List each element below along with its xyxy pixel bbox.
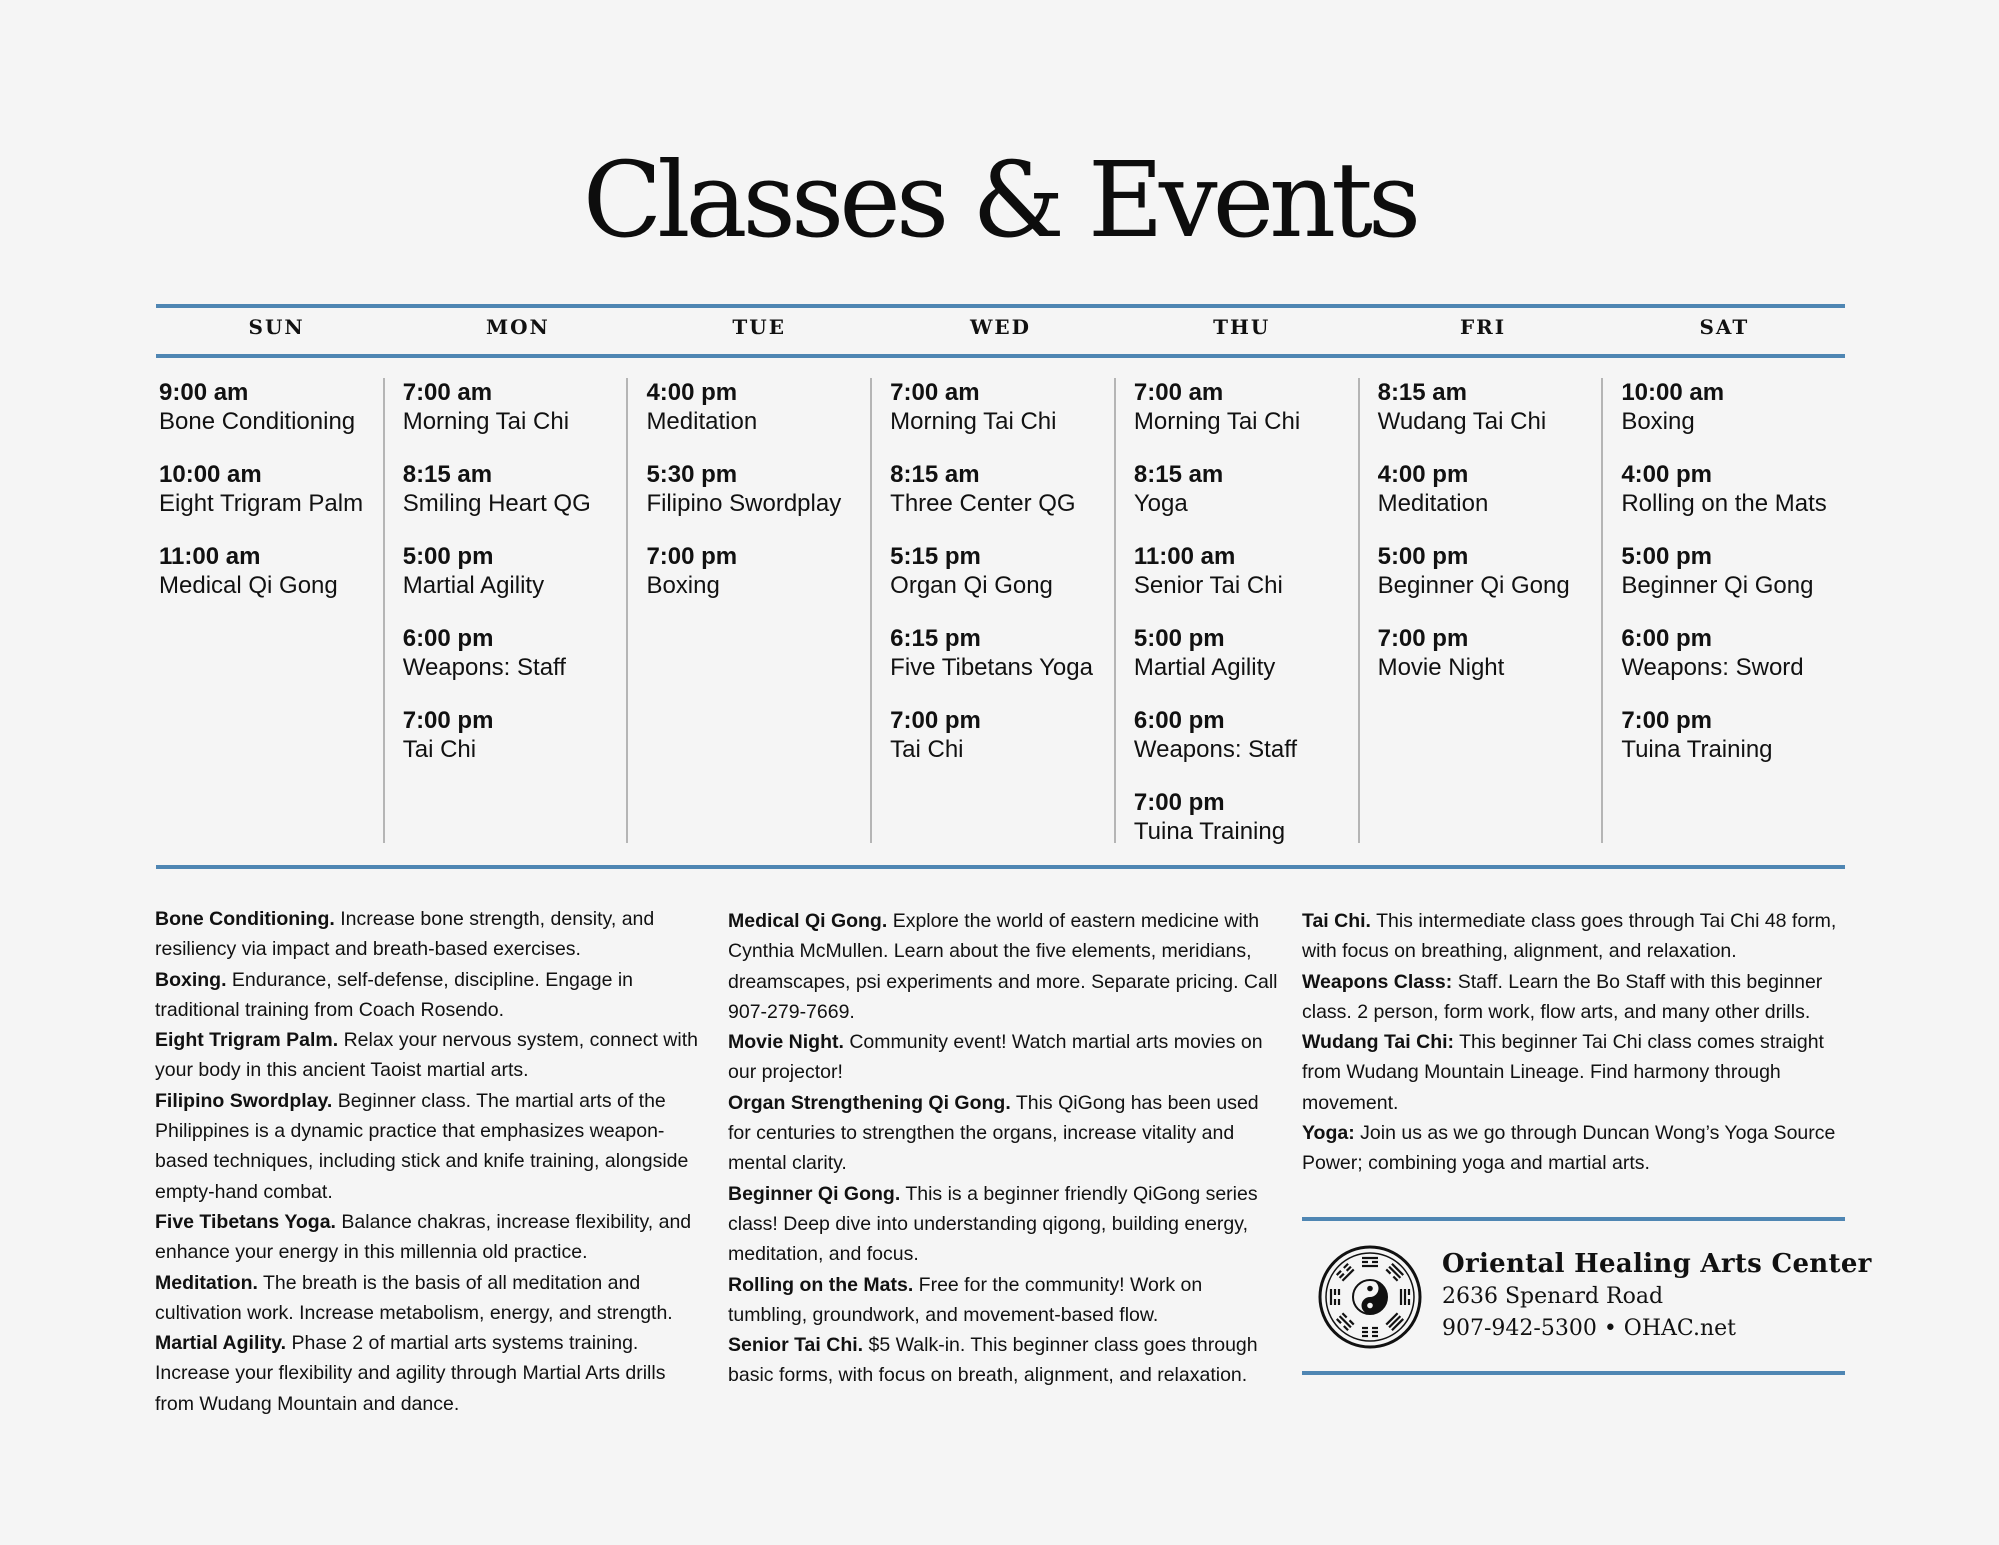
entry-time: 7:00 am <box>402 379 493 406</box>
weekday-header <box>156 315 1845 345</box>
schedule-entry <box>890 706 1114 764</box>
entry-class-name: Morning Tai Chi <box>402 408 570 435</box>
schedule-entry <box>1621 378 1845 436</box>
schedule-entry <box>1134 624 1358 682</box>
description-text: Increase bone strength, density, and resiliency via impact and breath-based exercises. <box>155 908 655 961</box>
description-text: Join us as we go through Duncan Wong’s Yoga Source Power; combining yoga and martial arts. <box>1302 1122 1836 1175</box>
entry-class-name: Meditation <box>1377 490 1489 517</box>
schedule-entry <box>403 542 627 600</box>
entry-time: 6:15 pm <box>890 625 981 652</box>
schedule-entry <box>1134 788 1358 846</box>
schedule-entry <box>890 542 1114 600</box>
entry-class-name: Morning Tai Chi <box>1133 408 1301 435</box>
schedule-entry <box>890 624 1114 682</box>
schedule-bottom-rule <box>156 865 1845 869</box>
schedule-entry <box>403 378 627 436</box>
entry-time: 11:00 am <box>159 543 261 570</box>
description-term: Senior Tai Chi. <box>728 1334 864 1357</box>
schedule-entry <box>890 460 1114 518</box>
class-description <box>728 1179 1283 1270</box>
description-term: Weapons Class: <box>1302 970 1453 993</box>
description-text: Staff. Learn the Bo Staff with this beginner class. 2 person, form work, flow arts, and many other drills. <box>1302 970 1823 1023</box>
schedule-entry <box>1378 624 1602 682</box>
entry-time: 5:00 pm <box>1377 543 1469 570</box>
description-term: Boxing. <box>155 968 227 991</box>
entry-time: 6:00 pm <box>402 625 494 652</box>
entry-class-name: Smiling Heart QG <box>402 490 591 517</box>
entry-time: 7:00 pm <box>1133 789 1225 816</box>
day-column-thu <box>1114 378 1358 843</box>
entry-time: 7:00 pm <box>402 707 494 734</box>
schedule-entry <box>159 460 383 518</box>
org-name: Oriental Healing Arts Center <box>1442 1249 1872 1279</box>
class-description <box>728 1027 1283 1088</box>
class-description <box>728 1088 1283 1179</box>
entry-class-name: Meditation <box>646 408 758 435</box>
entry-class-name: Weapons: Staff <box>402 654 566 681</box>
entry-time: 5:00 pm <box>1133 625 1225 652</box>
entry-class-name: Organ Qi Gong <box>890 572 1053 599</box>
description-text: Free for the community! Work on tumbling, groundwork, and movement-based flow. <box>728 1273 1203 1326</box>
description-term: Beginner Qi Gong. <box>728 1182 901 1205</box>
entry-class-name: Five Tibetans Yoga <box>890 654 1093 681</box>
entry-class-name: Medical Qi Gong <box>159 572 338 599</box>
schedule-entry <box>1378 378 1602 436</box>
schedule-entry <box>646 460 870 518</box>
description-term: Yoga: <box>1302 1122 1355 1145</box>
entry-time: 10:00 am <box>1621 379 1725 406</box>
weekly-schedule <box>156 378 1845 843</box>
day-column-wed <box>870 378 1114 843</box>
schedule-entry <box>1621 706 1845 764</box>
entry-time: 5:30 pm <box>646 461 738 488</box>
header-top-rule <box>156 304 1845 308</box>
description-term: Martial Agility. <box>155 1332 287 1355</box>
yin-yang-bagua-icon <box>1318 1245 1422 1349</box>
descriptions-column-2 <box>728 906 1283 1391</box>
entry-class-name: Tai Chi <box>402 736 477 763</box>
entry-time: 8:15 am <box>1133 461 1224 488</box>
class-description <box>155 1328 700 1419</box>
schedule-entry <box>1621 542 1845 600</box>
schedule-entry <box>1621 624 1845 682</box>
day-header-fri: FRI <box>1459 315 1507 339</box>
entry-time: 11:00 am <box>1133 543 1236 570</box>
class-description <box>155 965 700 1026</box>
entry-class-name: Boxing <box>646 572 720 599</box>
entry-class-name: Three Center QG <box>890 490 1076 517</box>
description-term: Bone Conditioning. <box>155 908 335 930</box>
description-term: Medical Qi Gong. <box>728 910 888 932</box>
class-description <box>1302 1118 1852 1179</box>
description-text: This beginner Tai Chi class comes straight from Wudang Mountain Lineage. Find harmony through movement. <box>1302 1031 1824 1114</box>
description-text: The breath is the basis of all meditation and cultivation work. Increase metabolism, energy, and strength. <box>155 1271 673 1324</box>
day-column-tue <box>626 378 870 843</box>
entry-class-name: Tuina Training <box>1621 736 1773 763</box>
description-term: Eight Trigram Palm. <box>155 1029 339 1052</box>
entry-class-name: Movie Night <box>1377 654 1505 681</box>
entry-class-name: Bone Conditioning <box>159 408 356 435</box>
description-text: Explore the world of eastern medicine with Cynthia McMullen. Learn about the five elements, meridians, dreamscapes, psi experiments and more. Separate pricing. Call 907-279-7669. <box>728 910 1278 1023</box>
entry-class-name: Boxing <box>1621 408 1695 435</box>
description-text: This QiGong has been used for centuries to strengthen the organs, increase vitality and mental clarity. <box>728 1091 1259 1175</box>
org-contact: 907-942-5300 • OHAC.net <box>1442 1316 1736 1341</box>
description-text: Endurance, self-defense, discipline. Engage in traditional training from Coach Rosendo. <box>155 968 634 1021</box>
day-header-tue: TUE <box>732 315 786 339</box>
descriptions-column-1 <box>155 904 700 1419</box>
day-header-sat: SAT <box>1699 315 1750 339</box>
day-header-wed: WED <box>969 315 1032 339</box>
schedule-entry <box>646 378 870 436</box>
schedule-entry <box>159 378 383 436</box>
schedule-entry <box>159 542 383 600</box>
entry-class-name: Senior Tai Chi <box>1133 572 1283 599</box>
schedule-entry <box>1378 460 1602 518</box>
schedule-entry <box>1134 542 1358 600</box>
schedule-entry <box>1378 542 1602 600</box>
org-top-rule <box>1302 1217 1845 1221</box>
entry-class-name: Weapons: Staff <box>1133 736 1298 763</box>
org-bottom-rule <box>1302 1371 1845 1375</box>
entry-class-name: Yoga <box>1133 490 1188 517</box>
day-header-sun: SUN <box>248 315 305 339</box>
class-description <box>1302 906 1852 967</box>
description-text: $5 Walk-in. This beginner class goes through basic forms, with focus on breath, alignment, and relaxation. <box>728 1334 1258 1387</box>
entry-time: 5:00 pm <box>1621 543 1713 570</box>
entry-time: 8:15 am <box>1377 379 1467 406</box>
class-description <box>155 1207 700 1268</box>
entry-time: 4:00 pm <box>1377 461 1469 488</box>
entry-class-name: Morning Tai Chi <box>890 408 1057 435</box>
entry-time: 5:15 pm <box>890 543 981 570</box>
schedule-entry <box>890 378 1114 436</box>
entry-time: 7:00 pm <box>646 543 738 570</box>
class-description <box>155 1086 700 1207</box>
description-text: Balance chakras, increase flexibility, and enhance your energy in this millennia old practice. <box>155 1210 692 1264</box>
entry-time: 7:00 pm <box>1377 625 1469 652</box>
schedule-entry <box>1134 460 1358 518</box>
entry-class-name: Filipino Swordplay <box>646 490 842 517</box>
description-text: Phase 2 of martial arts systems training. Increase your flexibility and agility through Martial Arts drills from Wudang Mountain and dance. <box>155 1332 666 1415</box>
description-term: Filipino Swordplay. <box>155 1089 333 1112</box>
entry-class-name: Weapons: Sword <box>1621 654 1804 681</box>
class-description <box>1302 967 1852 1028</box>
org-address: 2636 Spenard Road <box>1442 1284 1664 1309</box>
class-description <box>1302 1027 1852 1118</box>
schedule-entry <box>1134 706 1358 764</box>
description-text: This intermediate class goes through Tai Chi 48 form, with focus on breathing, alignment, and relaxation. <box>1302 910 1837 963</box>
description-term: Organ Strengthening Qi Gong. <box>728 1091 1011 1114</box>
entry-time: 5:00 pm <box>402 543 494 570</box>
entry-time: 10:00 am <box>159 461 262 488</box>
schedule-entry <box>403 460 627 518</box>
entry-class-name: Beginner Qi Gong <box>1377 572 1570 599</box>
description-term: Five Tibetans Yoga. <box>155 1210 336 1233</box>
description-term: Wudang Tai Chi: <box>1302 1031 1455 1054</box>
entry-time: 6:00 pm <box>1621 625 1713 652</box>
description-text: This is a beginner friendly QiGong series class! Deep dive into understanding qigong, building energy, meditation, and focus. <box>728 1182 1258 1266</box>
schedule-entry <box>1621 460 1845 518</box>
entry-time: 4:00 pm <box>646 379 738 406</box>
entry-time: 7:00 pm <box>890 707 981 734</box>
description-text: Community event! Watch martial arts movies on our projector! <box>728 1031 1263 1084</box>
schedule-entry <box>646 542 870 600</box>
entry-time: 8:15 am <box>890 461 980 488</box>
day-column-sun <box>156 378 383 843</box>
entry-class-name: Tuina Training <box>1133 818 1286 845</box>
header-bottom-rule <box>156 354 1845 358</box>
entry-time: 7:00 pm <box>1621 707 1713 734</box>
schedule-entry <box>1134 378 1358 436</box>
description-term: Meditation. <box>155 1271 258 1294</box>
entry-time: 4:00 pm <box>1621 461 1713 488</box>
description-term: Rolling on the Mats. <box>728 1273 914 1296</box>
day-column-fri <box>1358 378 1602 843</box>
class-description <box>155 904 700 965</box>
entry-class-name: Eight Trigram Palm <box>159 490 364 517</box>
entry-class-name: Martial Agility <box>1133 654 1276 681</box>
entry-time: 8:15 am <box>402 461 493 488</box>
day-column-sat <box>1601 378 1845 843</box>
schedule-entry <box>403 624 627 682</box>
schedule-entry <box>403 706 627 764</box>
class-description <box>155 1268 700 1329</box>
class-description <box>155 1025 700 1086</box>
page-title: Classes & Events <box>582 139 1417 261</box>
class-description <box>728 1330 1283 1391</box>
entry-class-name: Rolling on the Mats <box>1621 490 1827 517</box>
entry-class-name: Martial Agility <box>402 572 545 599</box>
description-term: Tai Chi. <box>1302 910 1371 932</box>
entry-time: 9:00 am <box>159 379 249 406</box>
description-term: Movie Night. <box>728 1031 844 1054</box>
entry-class-name: Wudang Tai Chi <box>1377 408 1547 435</box>
entry-time: 6:00 pm <box>1133 707 1225 734</box>
description-text: Beginner class. The martial arts of the Philippines is a dynamic practice that emphasizes weapon-based techniques, including stick and knife training, alongside empty-hand combat. <box>155 1089 689 1203</box>
entry-class-name: Beginner Qi Gong <box>1621 572 1814 599</box>
day-header-mon: MON <box>486 315 550 339</box>
class-description <box>728 906 1283 1027</box>
org-info <box>1442 1247 1872 1345</box>
entry-time: 7:00 am <box>1133 379 1224 406</box>
day-header-thu: THU <box>1213 315 1271 339</box>
descriptions-column-3 <box>1302 906 1852 1179</box>
description-text: Relax your nervous system, connect with your body in this ancient Taoist martial arts. <box>155 1029 698 1082</box>
day-column-mon <box>383 378 627 843</box>
entry-time: 7:00 am <box>890 379 980 406</box>
class-description <box>728 1270 1283 1331</box>
entry-class-name: Tai Chi <box>890 736 964 763</box>
